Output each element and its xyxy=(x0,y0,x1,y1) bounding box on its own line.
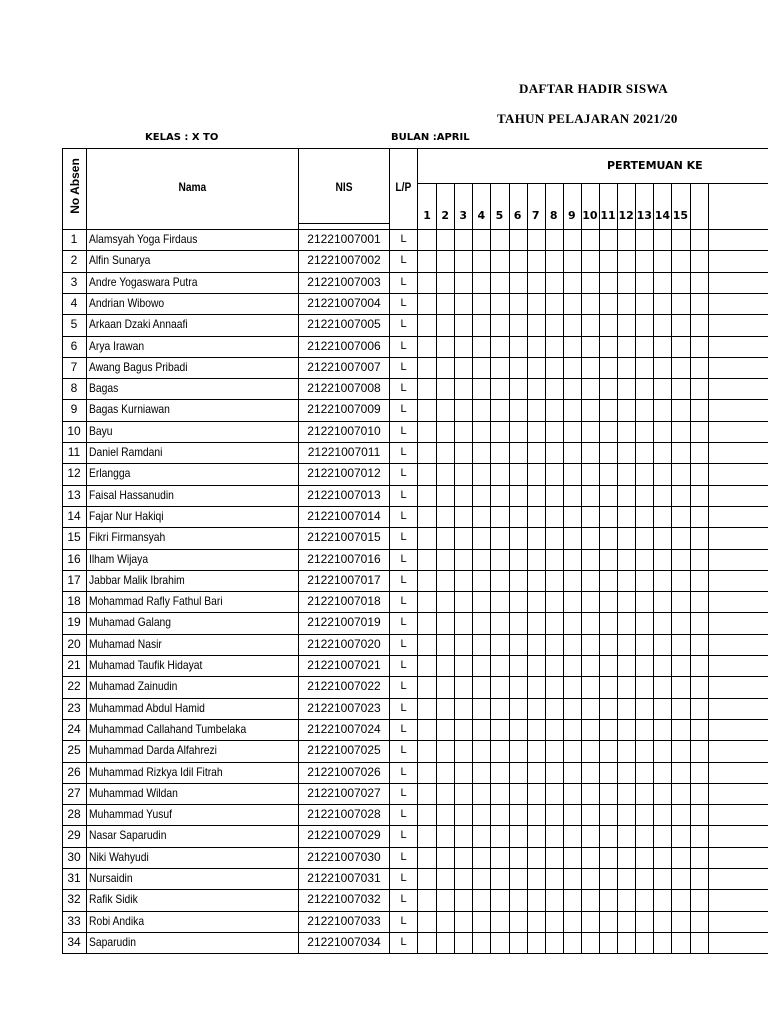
row-nis: 21221007034 xyxy=(307,934,381,949)
row-nis: 21221007032 xyxy=(307,892,381,907)
header-pertemuan-ke: PERTEMUAN KE xyxy=(607,159,703,172)
row-lp: L xyxy=(400,850,407,863)
meeting-number: 1 xyxy=(423,209,431,222)
row-nama: Niki Wahyudi xyxy=(89,849,149,864)
row-nama: Arkaan Dzaki Annaafi xyxy=(89,317,188,332)
row-nama: Ilham Wijaya xyxy=(89,551,149,566)
attendance-table xyxy=(62,148,768,956)
row-nis: 21221007017 xyxy=(307,572,381,587)
row-nama: Muhammad Wildan xyxy=(89,785,178,800)
row-nis: 21221007019 xyxy=(307,615,381,630)
row-lp: L xyxy=(400,680,407,693)
row-nama: Bayu xyxy=(89,423,113,438)
row-nis: 21221007015 xyxy=(307,530,381,545)
row-no-absen: 32 xyxy=(67,892,81,907)
row-nama: Saparudin xyxy=(89,934,137,949)
row-lp: L xyxy=(400,808,407,821)
meeting-number: 6 xyxy=(513,209,522,222)
row-no-absen: 34 xyxy=(67,934,81,949)
row-lp: L xyxy=(400,893,407,906)
row-lp: L xyxy=(400,872,407,884)
row-nama: Mohammad Rafly Fathul Bari xyxy=(89,594,223,609)
row-nama: Daniel Ramdani xyxy=(89,445,163,459)
header-lp: L/P xyxy=(395,180,412,194)
row-nis: 21221007013 xyxy=(307,487,381,502)
meeting-number: 11 xyxy=(600,209,616,222)
row-nis: 21221007023 xyxy=(307,700,381,715)
row-nis: 21221007003 xyxy=(307,274,381,289)
row-lp: L xyxy=(400,446,407,458)
row-nis: 21221007010 xyxy=(307,423,381,438)
row-nis: 21221007014 xyxy=(307,508,381,523)
row-nama: Fikri Firmansyah xyxy=(89,530,166,545)
row-nama: Bagas Kurniawan xyxy=(89,402,170,417)
row-lp: L xyxy=(400,531,407,544)
row-no-absen: 25 xyxy=(67,743,81,758)
row-nama: Erlangga xyxy=(89,466,131,481)
row-lp: L xyxy=(400,914,407,927)
row-nis: 21221007008 xyxy=(307,381,381,396)
row-no-absen: 2 xyxy=(70,253,78,268)
row-no-absen: 24 xyxy=(67,721,81,736)
row-nis: 21221007025 xyxy=(307,743,381,758)
row-no-absen: 8 xyxy=(70,381,78,396)
row-lp: L xyxy=(400,595,407,608)
row-nama: Robi Andika xyxy=(89,913,145,928)
row-lp: L xyxy=(400,509,407,522)
row-nis: 21221007030 xyxy=(307,849,381,864)
row-nama: Muhammad Callahand Tumbelaka xyxy=(89,721,247,736)
row-nis: 21221007028 xyxy=(307,807,381,822)
row-nis: 21221007005 xyxy=(307,317,381,332)
academic-year-title: TAHUN PELAJARAN 2021/20 xyxy=(497,111,678,126)
row-no-absen: 11 xyxy=(67,445,81,459)
row-nama: Fajar Nur Hakiqi xyxy=(89,508,164,523)
row-nama: Muhamad Galang xyxy=(89,615,172,630)
row-nis: 21221007018 xyxy=(307,594,381,609)
row-nis: 21221007022 xyxy=(307,679,381,694)
row-lp: L xyxy=(400,318,407,331)
row-nama: Jabbar Malik Ibrahim xyxy=(89,572,185,587)
row-lp: L xyxy=(400,616,407,629)
row-no-absen: 1 xyxy=(70,232,78,246)
row-lp: L xyxy=(400,424,407,437)
row-nis: 21221007012 xyxy=(307,466,381,481)
row-lp: L xyxy=(400,935,407,948)
row-no-absen: 30 xyxy=(67,849,81,864)
row-lp: L xyxy=(400,722,407,735)
row-no-absen: 4 xyxy=(70,295,78,310)
row-nis: 21221007002 xyxy=(307,253,381,268)
meeting-number: 15 xyxy=(672,209,689,222)
row-nis: 21221007024 xyxy=(307,721,381,736)
row-nama: Muhammad Rizkya Idil Fitrah xyxy=(89,764,223,779)
row-nis: 21221007026 xyxy=(307,764,381,779)
row-lp: L xyxy=(400,275,407,288)
row-nis: 21221007009 xyxy=(307,402,381,417)
row-lp: L xyxy=(400,765,407,778)
meeting-number: 13 xyxy=(636,209,652,222)
row-lp: L xyxy=(400,403,407,416)
row-no-absen: 5 xyxy=(70,317,78,332)
row-no-absen: 27 xyxy=(67,785,81,800)
row-nis: 21221007006 xyxy=(307,338,381,353)
row-lp: L xyxy=(400,360,407,373)
row-no-absen: 6 xyxy=(70,338,78,353)
row-nama: Rafik Sidik xyxy=(89,892,138,907)
row-no-absen: 16 xyxy=(67,551,81,566)
row-lp: L xyxy=(400,296,407,309)
row-nis: 21221007001 xyxy=(307,232,381,246)
row-nis: 21221007021 xyxy=(307,658,381,672)
month-label: BULAN :APRIL xyxy=(391,132,470,143)
class-label: KELAS : X TO xyxy=(145,132,219,143)
row-lp: L xyxy=(400,829,407,842)
row-no-absen: 15 xyxy=(67,530,81,545)
row-nama: Alfin Sunarya xyxy=(89,253,151,268)
row-lp: L xyxy=(400,573,407,586)
meeting-number: 4 xyxy=(477,209,486,222)
row-no-absen: 26 xyxy=(67,764,81,779)
row-lp: L xyxy=(400,552,407,565)
meeting-number: 5 xyxy=(495,209,504,222)
row-no-absen: 18 xyxy=(67,594,81,609)
row-nama: Arya Irawan xyxy=(89,338,145,353)
row-lp: L xyxy=(400,382,407,395)
row-nama: Muhamad Nasir xyxy=(89,636,162,651)
meeting-number: 10 xyxy=(582,209,598,222)
row-lp: L xyxy=(400,254,407,267)
row-nis: 21221007027 xyxy=(307,785,381,800)
row-lp: L xyxy=(400,637,407,650)
row-nama: Muhamad Taufik Hidayat xyxy=(89,658,203,672)
row-no-absen: 17 xyxy=(67,572,81,587)
row-lp: L xyxy=(400,467,407,480)
header-nama: Nama xyxy=(178,180,207,194)
row-nis: 21221007033 xyxy=(307,913,381,928)
row-no-absen: 29 xyxy=(67,828,81,843)
row-nama: Nursaidin xyxy=(89,871,133,885)
meeting-number: 9 xyxy=(568,209,576,222)
header-no-absen: No Absen xyxy=(68,158,82,214)
row-nama: Alamsyah Yoga Firdaus xyxy=(89,232,198,246)
row-nis: 21221007004 xyxy=(307,295,381,310)
meeting-number: 3 xyxy=(459,209,468,222)
row-no-absen: 21 xyxy=(67,658,81,672)
page-title: DAFTAR HADIR SISWA xyxy=(519,81,668,96)
row-no-absen: 3 xyxy=(70,274,78,289)
row-nama: Andrian Wibowo xyxy=(89,295,165,310)
row-nama: Muhammad Darda Alfahrezi xyxy=(89,743,217,758)
meeting-number: 2 xyxy=(441,209,449,222)
row-nama: Muhamad Zainudin xyxy=(89,679,178,694)
row-no-absen: 14 xyxy=(67,508,81,523)
row-lp: L xyxy=(400,339,407,352)
row-nis: 21221007007 xyxy=(307,359,381,374)
row-nama: Andre Yogaswara Putra xyxy=(89,274,198,289)
row-no-absen: 20 xyxy=(67,636,81,651)
meeting-number: 8 xyxy=(549,209,558,222)
row-nama: Bagas xyxy=(89,381,119,396)
header-nis: NIS xyxy=(335,180,353,194)
row-no-absen: 19 xyxy=(67,615,81,630)
row-nis: 21221007020 xyxy=(307,636,381,651)
row-nama: Faisal Hassanudin xyxy=(89,487,174,502)
row-lp: L xyxy=(400,488,407,501)
row-no-absen: 31 xyxy=(67,871,81,885)
row-nis: 21221007011 xyxy=(307,445,381,459)
row-nama: Nasar Saparudin xyxy=(89,828,167,843)
row-no-absen: 9 xyxy=(70,402,78,417)
row-no-absen: 7 xyxy=(70,359,78,374)
row-nis: 21221007016 xyxy=(307,551,381,566)
row-nama: Muhammad Yusuf xyxy=(89,807,172,822)
row-no-absen: 28 xyxy=(67,807,81,822)
row-lp: L xyxy=(400,659,407,671)
row-no-absen: 23 xyxy=(67,700,81,715)
row-no-absen: 10 xyxy=(67,423,81,438)
row-no-absen: 33 xyxy=(67,913,81,928)
row-nis: 21221007031 xyxy=(307,871,381,885)
meeting-number: 7 xyxy=(531,209,540,222)
row-nama: Muhammad Abdul Hamid xyxy=(89,700,205,715)
row-lp: L xyxy=(400,233,407,245)
meeting-number: 14 xyxy=(654,209,670,222)
row-lp: L xyxy=(400,701,407,714)
row-no-absen: 13 xyxy=(67,487,81,502)
row-nama: Awang Bagus Pribadi xyxy=(89,359,188,374)
row-no-absen: 12 xyxy=(67,466,81,481)
row-no-absen: 22 xyxy=(67,679,81,694)
row-lp: L xyxy=(400,786,407,799)
row-lp: L xyxy=(400,744,407,757)
meeting-number: 12 xyxy=(618,209,634,222)
row-nis: 21221007029 xyxy=(307,828,381,843)
